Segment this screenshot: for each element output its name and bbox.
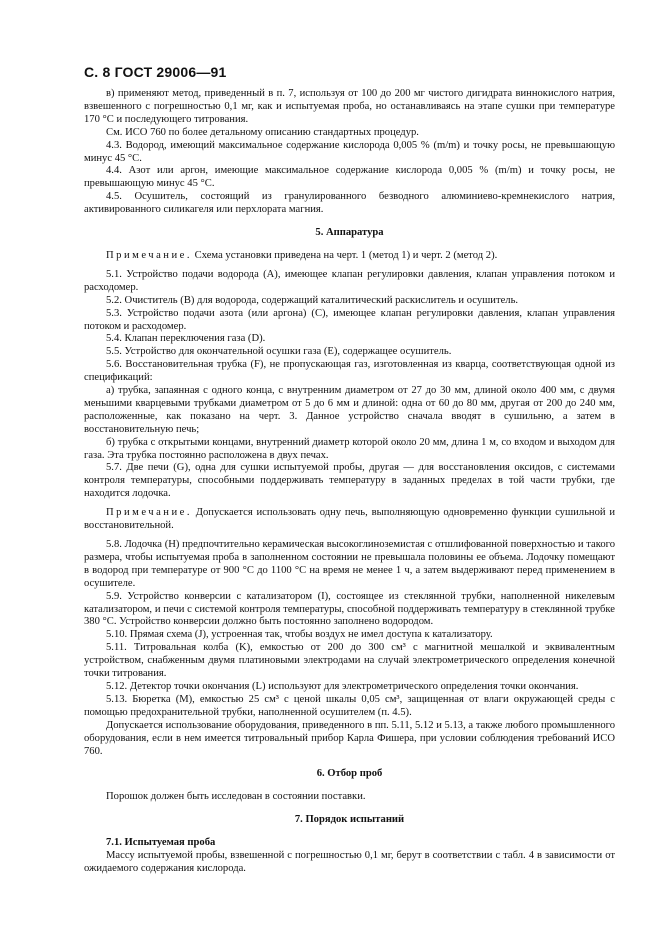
paragraph-5-11: 5.11. Титровальная колба (K), емкостью от 200 до 300 см³ с магнитной мешалкой и эквивалентным устройством, снабженным двумя платиновыми электродами на случай электрометрического определения конечной точки титрования. xyxy=(84,642,615,680)
note-1 xyxy=(84,250,615,263)
page-header: С. 8 ГОСТ 29006—91 xyxy=(84,64,227,80)
paragraph-7-1: Массу испытуемой пробы, взвешенной с погрешностью 0,1 мг, берут в соответствии с табл. 4 в зависимости от ожидаемого содержания кислорода. xyxy=(84,850,615,874)
paragraph-5-4: 5.4. Клапан переключения газа (D). xyxy=(106,333,266,345)
section-5-heading: 5. Аппаратура xyxy=(315,227,384,239)
paragraph-5-6b: б) трубка с открытыми концами, внутренний диаметр которой около 20 мм, длина 1 м, со входом и выходом для газа. Эта трубка постоянно расположена в двух печах. xyxy=(84,436,615,461)
paragraph-v: в) применяют метод, приведенный в п. 7, используя от 100 до 200 мг чистого дигидрата виннокислого натрия, взвешенного с погрешностью 0,1 мг, как и испытуемая проба, но останавливаясь на этапе сушки при температуре 170 °С и последующего титрования. xyxy=(84,88,615,125)
note-1-label: Примечание. xyxy=(106,249,192,261)
note-2 xyxy=(84,507,615,533)
paragraph-5-10: 5.10. Прямая схема (J), устроенная так, чтобы воздух не имел доступа к катализатору. xyxy=(106,629,493,641)
paragraph-see-iso: См. ИСО 760 по более детальному описанию стандартных процедур. xyxy=(106,126,419,138)
paragraph-6-1: Порошок должен быть исследован в состоянии поставки. xyxy=(106,791,366,803)
paragraph-5-6a: а) трубка, запаянная с одного конца, с внутренним диаметром от 27 до 30 мм, длиной около 400 мм, с двумя меньшими кварцевыми трубками диаметром от 5 до 6 мм и длиной: одна от 60 до 80 мм, другая от 200 до 240 мм, расположенные, как показано на черт. 3. Данное устройство сначала вводят в сушильню, а затем в восстановительную печь; xyxy=(84,385,615,435)
paragraph-5-13: 5.13. Бюретка (M), емкостью 25 см³ с ценой шкалы 0,05 см³, защищенная от влаги окружающей среды с помощью предохранительной трубки, наполненной осушителем (п. 4.5). xyxy=(84,693,615,718)
section-6-heading: 6. Отбор проб xyxy=(316,768,383,780)
note-1-text: Схема установки приведена на черт. 1 (метод 1) и черт. 2 (метод 2). xyxy=(191,249,498,261)
paragraph-5-12: 5.12. Детектор точки окончания (L) используют для электрометрического определения точки окончания. xyxy=(106,680,579,692)
section-7-heading: 7. Порядок испытаний xyxy=(294,814,405,826)
paragraph-5-1: 5.1. Устройство подачи водорода (A), имеющее клапан регулировки давления, клапан управления потоком и расходомер. xyxy=(84,268,615,293)
paragraph-5-9: 5.9. Устройство конверсии с катализатором (I), состоящее из стеклянной трубки, наполненной никелевым катализатором, и печи с системой контроля температуры, способной поддерживать температуру в стеклянной трубке 380 °С. Устройство конверсии должно быть постоянно заполнено водородом. xyxy=(84,590,615,628)
paragraph-4-3: 4.3. Водород, имеющий максимальное содержание кислорода 0,005 % (m/m) и точку росы, не превышающую минус 45 °С. xyxy=(84,139,615,164)
paragraph-4-5: 4.5. Осушитель, состоящий из гранулированного безводного алюминиево-кремнекислого натрия, активированного силикагеля или перхлората магния. xyxy=(84,191,615,216)
paragraph-5-3: 5.3. Устройство подачи азота (или аргона) (C), имеющее клапан регулировки давления, клапан управления потоком и расходомер. xyxy=(84,307,615,332)
paragraph-4-4: 4.4. Азот или аргон, имеющие максимальное содержание кислорода 0,005 % (m/m) и точку росы, не превышающую минус 45 °С. xyxy=(84,165,615,190)
subsection-7-1-heading: 7.1. Испытуемая проба xyxy=(106,837,216,849)
document-body xyxy=(84,88,615,876)
paragraph-5-6: 5.6. Восстановительная трубка (F), не пропускающая газ, изготовленная из кварца, соответствующая одной из спецификаций: xyxy=(84,359,615,384)
paragraph-allowance: Допускается использование оборудования, приведенного в пп. 5.11, 5.12 и 5.13, а также любого промышленного оборудования, если в нем имеется титровальный прибор Карла Фишера, при условии соблюдения требований ИСО 760. xyxy=(84,719,615,757)
paragraph-5-2: 5.2. Очиститель (B) для водорода, содержащий каталитический раскислитель и осушитель. xyxy=(106,294,519,306)
note-2-label: Примечание. xyxy=(106,507,192,519)
paragraph-5-5: 5.5. Устройство для окончательной осушки газа (E), содержащее осушитель. xyxy=(106,346,452,358)
paragraph-5-7: 5.7. Две печи (G), одна для сушки испытуемой пробы, другая — для восстановления оксидов, с системами контроля температуры, способными поддерживать температуру в заданных пределах в той части трубки, где находится лодочка. xyxy=(84,462,615,500)
note-2-text: Допускается использовать одну печь, выполняющую одновременно функции сушильной и восстановительной. xyxy=(84,507,615,532)
paragraph-5-8: 5.8. Лодочка (H) предпочтительно керамическая высокоглиноземистая с отшлифованной поверхностью и такого размера, чтобы испытуемая проба в заполненном состоянии не превышала половины ее объема. Лодочку помещают в водород при температуре от 900 °С до 1100 °С на время не менее 1 ч, а затем выдерживают перед применением в осушителе. xyxy=(84,539,615,589)
